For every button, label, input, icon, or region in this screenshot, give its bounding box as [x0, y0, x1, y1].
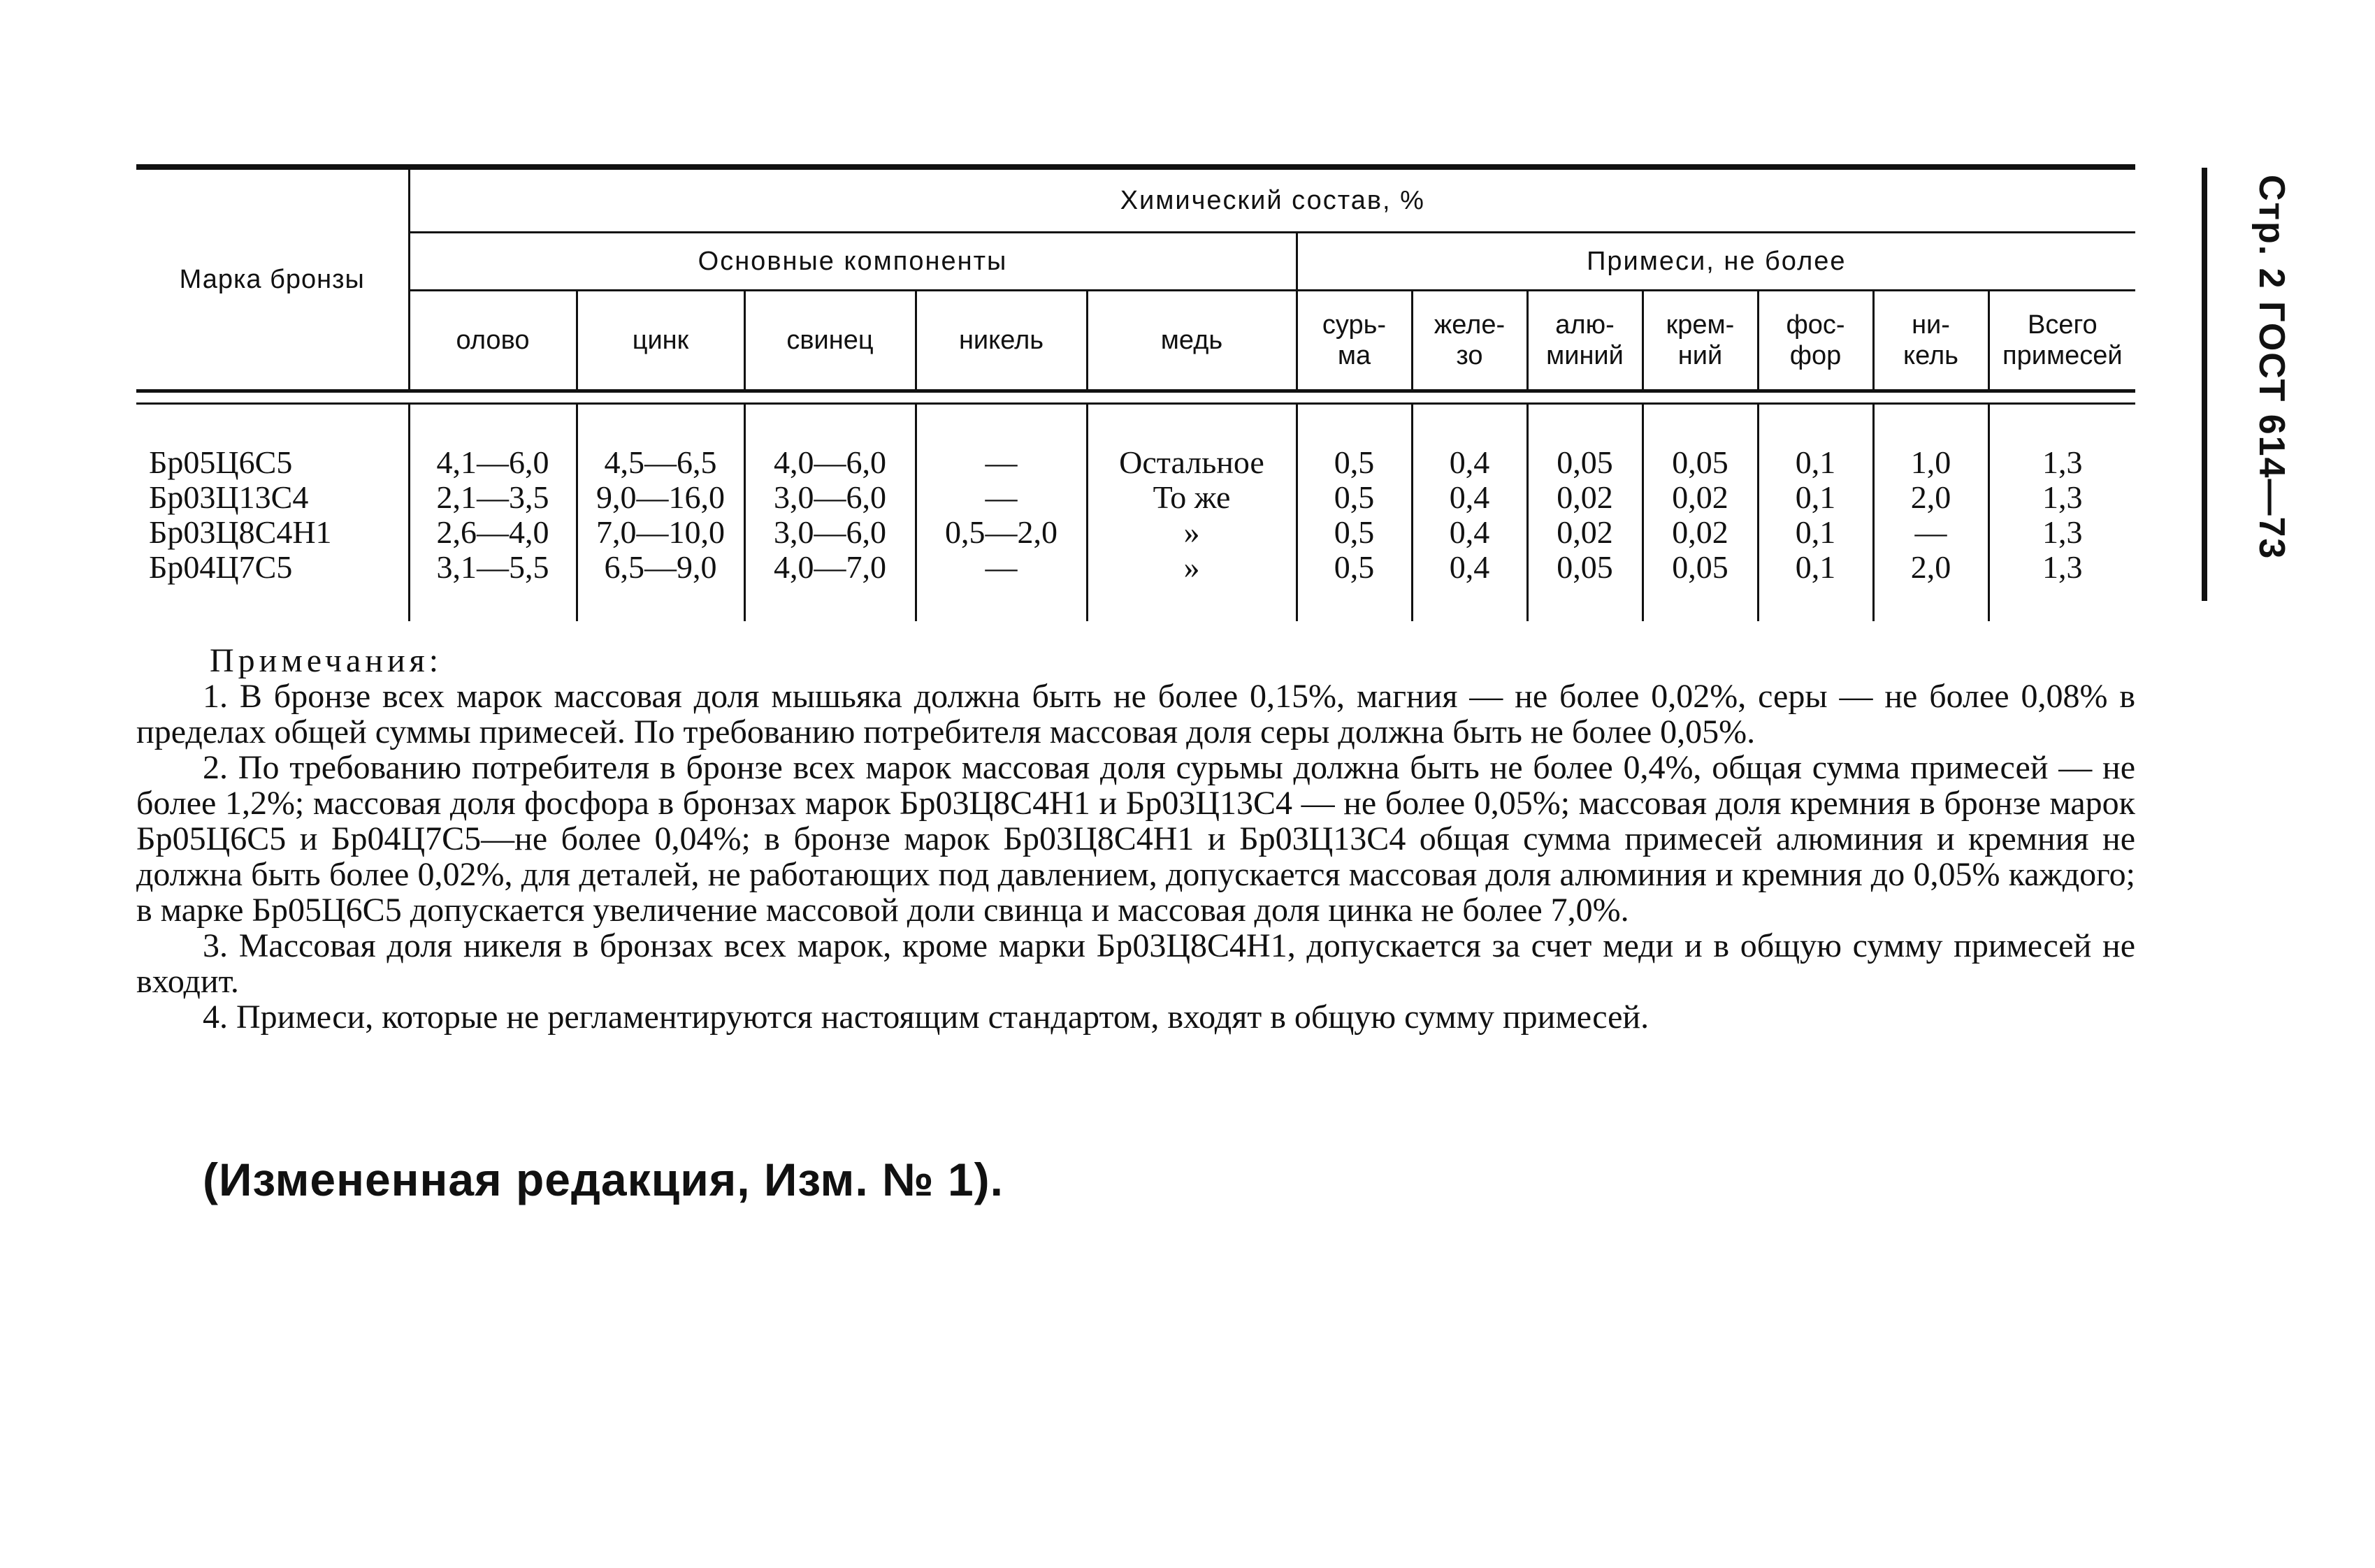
- margin-rule: [2202, 168, 2207, 601]
- lead-cell: 4,0—6,0 3,0—6,0 3,0—6,0 4,0—7,0: [744, 405, 916, 621]
- impurities-header: Примеси, не более: [1297, 233, 2135, 291]
- note-item: 1. В бронзе всех марок массовая доля мышьяка должна быть не более 0,15%, магния — не более 0,02%, серы — не более 0,08% в пределах общей суммы примесей. По требованию потребителя массовая доля серы должна быть не более 0,05%.: [136, 678, 2135, 750]
- column-header: ни- кель: [1873, 291, 1988, 390]
- phosphorus-cell: 0,1 0,1 0,1 0,1: [1758, 405, 1873, 621]
- column-header: олово: [409, 291, 577, 390]
- aluminium-cell: 0,05 0,02 0,02 0,05: [1527, 405, 1643, 621]
- column-header: алю- миний: [1527, 291, 1643, 390]
- total-impurities-cell: 1,3 1,3 1,3 1,3: [1988, 405, 2135, 621]
- silicon-cell: 0,05 0,02 0,02 0,05: [1643, 405, 1758, 621]
- composition-table-block: [136, 164, 2135, 621]
- header-body-rule: [136, 389, 2135, 405]
- composition-table: [136, 170, 2135, 389]
- column-header: Всего примесей: [1988, 291, 2135, 390]
- zinc-cell: 4,5—6,5 9,0—16,0 7,0—10,0 6,5—9,0: [577, 405, 744, 621]
- column-header: крем- ний: [1643, 291, 1758, 390]
- iron-cell: 0,4 0,4 0,4 0,4: [1412, 405, 1527, 621]
- note-item: 3. Массовая доля никеля в бронзах всех марок, кроме марки Бр03Ц8С4Н1, допускается за счет меди и в общую сумму примесей не входит.: [136, 927, 2135, 1000]
- notes-title: Примечания:: [210, 642, 443, 679]
- table-data-row: [136, 405, 2135, 621]
- main-components-header: Основные компоненты: [409, 233, 1297, 291]
- copper-cell: Остальное То же » »: [1087, 405, 1297, 621]
- column-header: фос- фор: [1758, 291, 1873, 390]
- nickel-cell: — — 0,5—2,0 —: [916, 405, 1087, 621]
- note-item: 2. По требованию потребителя в бронзе всех марок массовая доля сурьмы должна быть не более 0,4%, общая сумма примесей — не более 1,2%; массовая доля фосфора в бронзах марок Бр03Ц8С4Н1 и Бр03Ц13С4 — не более 0,05%; массовая доля кремния в бронзе марок Бр05Ц6С5 и Бр04Ц7С5—не более 0,04%; в бронзе марок Бр03Ц8С4Н1 и Бр03Ц13С4 общая сумма примесей алюминия и кремния не должна быть более 0,02%, для деталей, не работающих под давлением, допускается массовая доля алюминия и кремния до 0,05% каждого; в марке Бр05Ц6С5 допускается увеличение массовой доли свинца и массовая доля цинка не более 7,0%.: [136, 749, 2135, 929]
- tin-cell: 4,1—6,0 2,1—3,5 2,6—4,0 3,1—5,5: [409, 405, 577, 621]
- antimony-cell: 0,5 0,5 0,5 0,5: [1297, 405, 1412, 621]
- column-header: медь: [1087, 291, 1297, 390]
- column-header: сурь- ма: [1297, 291, 1412, 390]
- nickel-impurity-cell: 1,0 2,0 — 2,0: [1873, 405, 1988, 621]
- table-top-rule: [136, 164, 2135, 170]
- notes-section: [136, 643, 2135, 1035]
- note-item: 4. Примеси, которые не регламентируются настоящим стандартом, входят в общую сумму примесей.: [203, 999, 1649, 1036]
- chemical-composition-header: Химический состав, %: [409, 170, 2135, 233]
- edition-note: (Измененная редакция, Изм. № 1).: [203, 1154, 1004, 1205]
- page-reference: Стр. 2 ГОСТ 614—73: [2251, 175, 2292, 560]
- column-header: желе- зо: [1412, 291, 1527, 390]
- column-header: никель: [916, 291, 1087, 390]
- brand-cell: Бр05Ц6С5 Бр03Ц13С4 Бр03Ц8С4Н1 Бр04Ц7С5: [149, 444, 332, 585]
- page-margin-label: [2202, 168, 2292, 601]
- column-header: свинец: [744, 291, 916, 390]
- brand-column-header: Марка бронзы: [179, 265, 365, 294]
- composition-table-body: [136, 405, 2135, 621]
- column-header: цинк: [577, 291, 744, 390]
